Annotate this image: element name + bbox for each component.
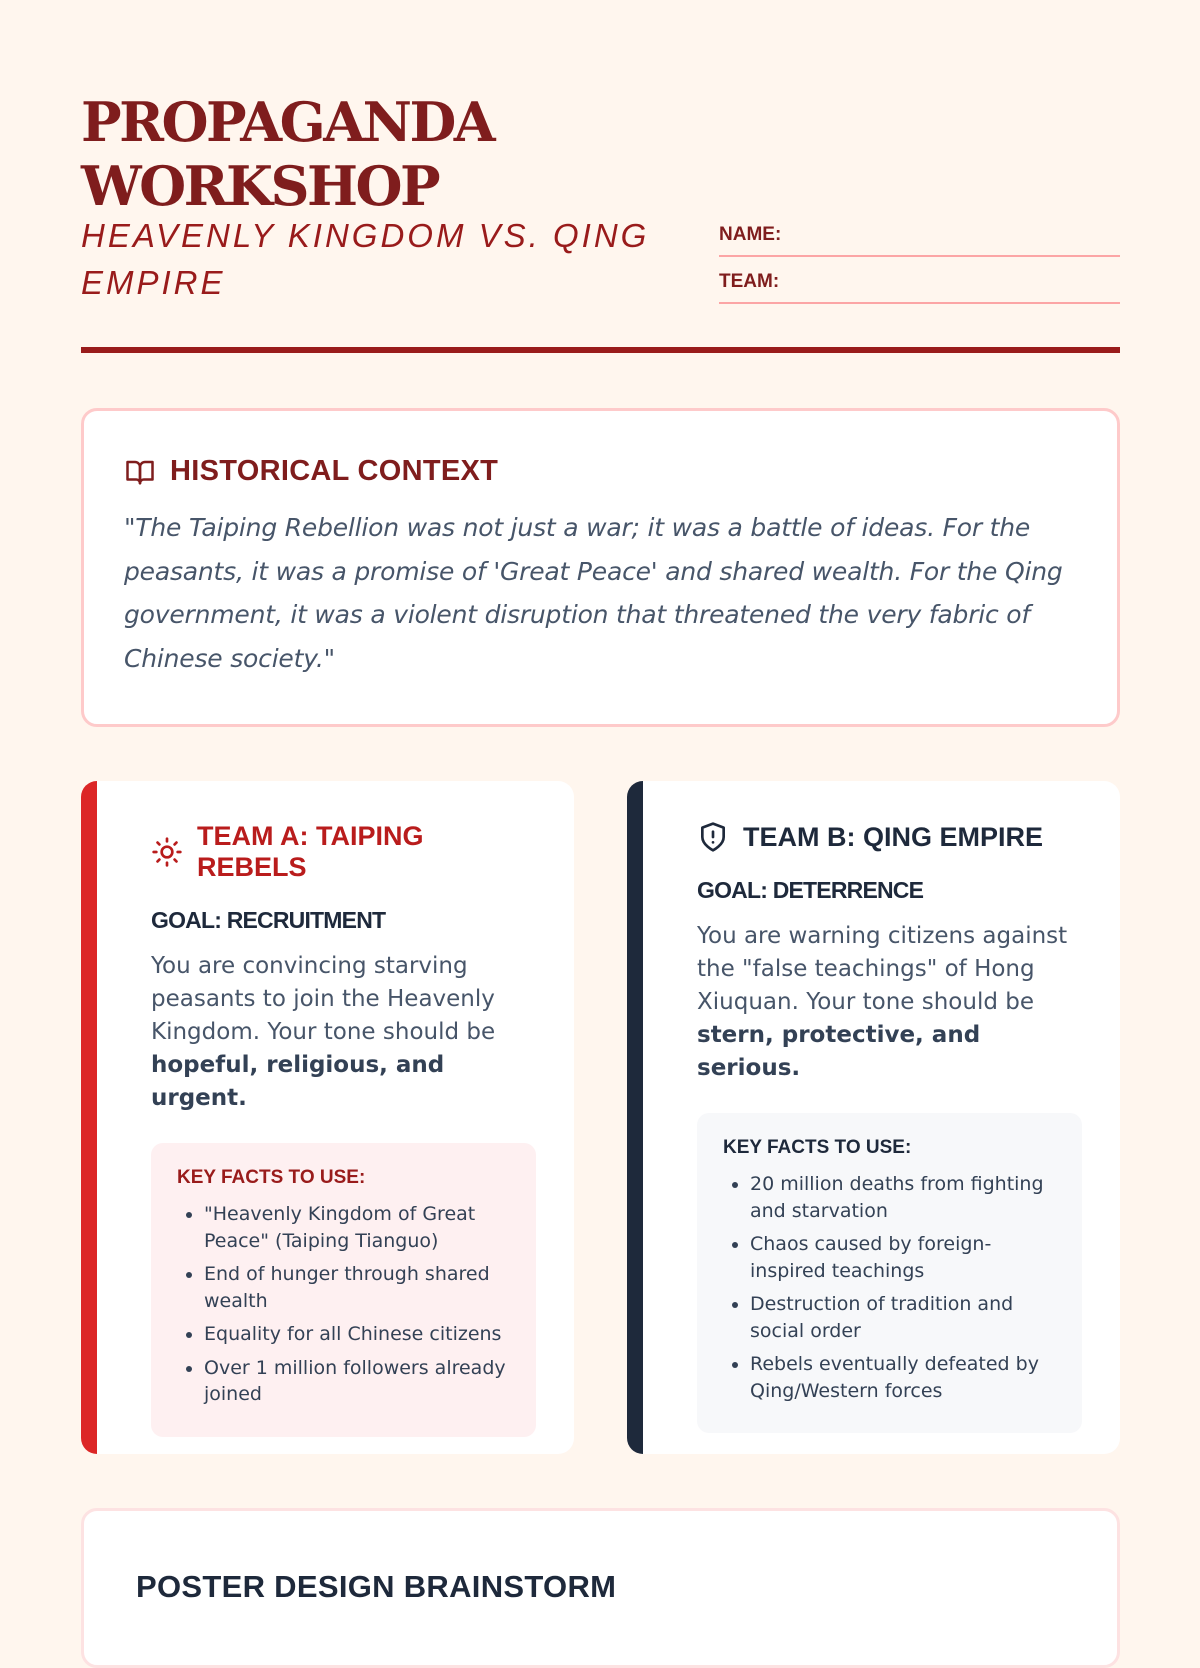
- historical-context-card: [81, 408, 1120, 727]
- list-item: • 20 million deaths from fighting and starvation: [750, 1171, 1062, 1224]
- brainstorm-heading: POSTER DESIGN BRAINSTORM: [136, 1569, 617, 1604]
- team-b-facts-title: KEY FACTS TO USE:: [723, 1137, 912, 1158]
- team-b-key-facts: [697, 1113, 1082, 1433]
- team-b-description-text: You are warning citizens against the "false teachings" of Hong Xiuquan. Your tone should be: [697, 923, 1068, 1015]
- team-field[interactable]: [719, 263, 1120, 304]
- list-item: • "Heavenly Kingdom of Great Peace" (Taiping Tianguo): [204, 1201, 516, 1254]
- list-item: • Equality for all Chinese citizens: [204, 1321, 516, 1348]
- team-label: TEAM:: [719, 271, 780, 292]
- page-subtitle: HEAVENLY KINGDOM VS. QING EMPIRE: [81, 217, 650, 301]
- team-b-card: [627, 781, 1120, 1454]
- list-item: • Over 1 million followers already joined: [204, 1355, 516, 1408]
- team-a-key-facts: [151, 1143, 536, 1437]
- shield-alert-icon: [697, 821, 729, 853]
- team-a-tone: hopeful, religious, and urgent.: [151, 1052, 445, 1111]
- team-b-tone: stern, protective, and serious.: [697, 1022, 981, 1081]
- list-item: • Rebels eventually defeated by Qing/Western forces: [750, 1351, 1062, 1404]
- header-divider: [81, 347, 1120, 353]
- list-item: • Destruction of tradition and social order: [750, 1291, 1062, 1344]
- team-a-facts-title: KEY FACTS TO USE:: [177, 1167, 366, 1188]
- brainstorm-card: [81, 1508, 1120, 1668]
- worksheet-page: [81, 0, 1120, 1604]
- team-a-description-text: You are convincing starving peasants to join the Heavenly Kingdom. Your tone should be: [151, 953, 496, 1045]
- team-a-description: [151, 950, 536, 1115]
- team-a-card: [81, 781, 574, 1454]
- team-a-goal: GOAL: RECRUITMENT: [151, 907, 386, 933]
- header: [81, 0, 1120, 356]
- team-b-description: [697, 920, 1082, 1085]
- list-item: • Chaos caused by foreign-inspired teachings: [750, 1231, 1062, 1284]
- page-title: PROPAGANDA WORKSHOP: [81, 90, 494, 218]
- team-a-heading: TEAM A: TAIPING REBELS: [197, 821, 424, 882]
- name-field[interactable]: [719, 216, 1120, 257]
- team-b-goal: GOAL: DETERRENCE: [697, 877, 924, 903]
- context-quote: "The Taiping Rebellion was not just a war; it was a battle of ideas. For the peasants, it was a promise of 'Great Peace' and shared wealth. For the Qing government, it was a violent disruption that threatened the very fabric of Chinese society.": [124, 513, 1063, 673]
- context-heading: HISTORICAL CONTEXT: [170, 455, 499, 487]
- book-open-icon: [124, 457, 156, 487]
- sun-icon: [151, 836, 183, 868]
- student-fields: [719, 216, 1120, 310]
- team-b-heading: TEAM B: QING EMPIRE: [743, 821, 1044, 852]
- name-label: NAME:: [719, 224, 782, 245]
- list-item: • End of hunger through shared wealth: [204, 1261, 516, 1314]
